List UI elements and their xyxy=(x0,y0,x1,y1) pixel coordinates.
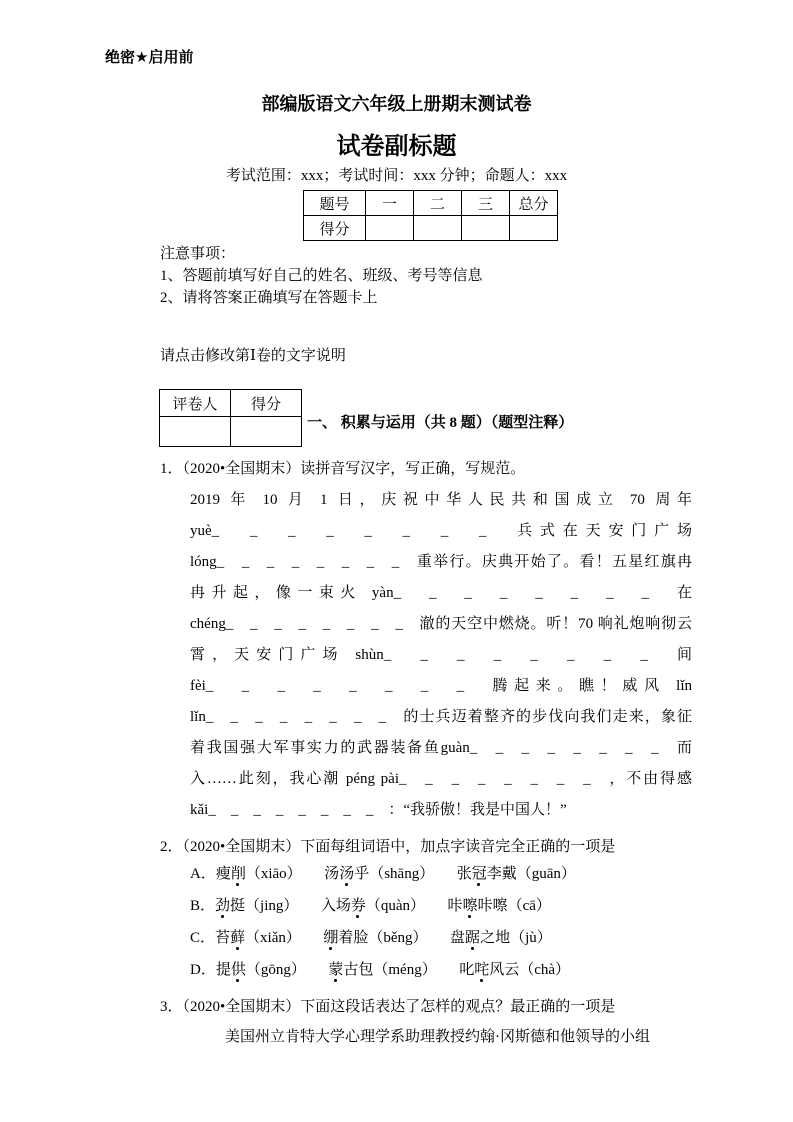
dotted-character: 绷 xyxy=(323,930,339,946)
question-2-option: A．瘦削（xiāo） 汤汤乎（shāng） 张冠李戴（guān） xyxy=(190,866,576,882)
score-header-cell: 三 xyxy=(462,191,510,216)
notes-item-2: 2、请将答案正确填写在答题卡上 xyxy=(160,290,378,306)
grader-score-table xyxy=(159,389,302,447)
score-cell-empty xyxy=(510,216,558,241)
section-1-title: 一、 积累与运用（共 8 题）（题型注释） xyxy=(307,415,574,431)
question-1-line: 2019 年 10 月 1 日，庆祝中华人民共和国成立 70 周年 xyxy=(190,492,692,508)
question-1-line: 冉升起，像一束火 yàn_ _ _ _ _ _ _ _ 在 xyxy=(190,585,692,601)
score-table-score-row xyxy=(304,216,558,241)
score-header-cell: 一 xyxy=(366,191,414,216)
score-header-cell: 总分 xyxy=(510,191,558,216)
question-3-number: 3． xyxy=(160,999,183,1015)
question-2-stem xyxy=(160,837,615,857)
notes-block xyxy=(160,243,483,309)
question-2-options xyxy=(190,858,730,986)
exam-info-line: 考试范围：xxx；考试时间：xxx 分钟；命题人：xxx xyxy=(225,168,568,184)
question-3-stem xyxy=(160,997,615,1017)
grader-header-cell: 评卷人 xyxy=(160,390,231,417)
exam-subtitle: 试卷副标题 xyxy=(336,133,457,160)
dotted-character: 蒙 xyxy=(328,962,344,978)
dotted-character: 嚓 xyxy=(462,898,478,914)
score-row-label-cell: 得分 xyxy=(304,216,366,241)
grader-cell-empty xyxy=(160,417,231,447)
question-1-body xyxy=(190,485,692,826)
dotted-character: 冠 xyxy=(471,866,487,882)
question-1-line: kǎi_ _ _ _ _ _ _ _ ：“我骄傲！我是中国人！” xyxy=(190,802,567,818)
question-2-number: 2． xyxy=(160,839,183,855)
question-1-line: 着我国强大军事实力的武器装备鱼guàn_ _ _ _ _ _ _ _ 而 xyxy=(190,740,692,756)
question-2-option: C．苔藓（xiǎn） 绷着脸（běng） 盘踞之地（jù） xyxy=(190,930,552,946)
grader-header-cell: 得分 xyxy=(231,390,302,417)
score-summary-table xyxy=(303,190,558,241)
question-1-stem-text: （2020•全国期末）读拼音写汉字，写正确，写规范。 xyxy=(182,461,526,477)
question-1-number: 1． xyxy=(160,461,183,477)
question-2-stem-text: （2020•全国期末）下面每组词语中，加点字读音完全正确的一项是 xyxy=(182,839,616,855)
notes-item-1: 1、答题前填写好自己的姓名、班级、考号等信息 xyxy=(160,268,483,284)
question-1-line: chéng_ _ _ _ _ _ _ _ 澈的天空中燃烧。听！70 响礼炮响彻云 xyxy=(190,616,692,632)
dotted-character: 劲 xyxy=(215,898,231,914)
notes-title: 注意事项： xyxy=(160,246,236,262)
secrecy-label: 绝密★启用前 xyxy=(105,49,194,66)
question-2-option: B．劲挺（jing） 入场券（quàn） 咔嚓咔嚓（cā） xyxy=(190,898,551,914)
question-1-line: yuè_ _ _ _ _ _ _ _ 兵式在天安门广场 xyxy=(190,523,692,539)
question-3-body: 美国州立肯特大学心理学系助理教授约翰·冈斯德和他领导的小组 xyxy=(225,1029,650,1045)
grader-blank-row xyxy=(160,417,302,447)
grader-cell-empty xyxy=(231,417,302,447)
question-2-option: D．提供（gōng） 蒙古包（méng） 叱咤风云（chà） xyxy=(190,962,571,978)
dotted-character: 藓 xyxy=(230,930,246,946)
score-header-cell: 题号 xyxy=(304,191,366,216)
question-1-line: fèi_ _ _ _ _ _ _ _ 腾起来。瞧！威风 lǐn xyxy=(190,678,692,694)
grader-header-row xyxy=(160,390,302,417)
question-3-stem-text: （2020•全国期末）下面这段话表达了怎样的观点？最正确的一项是 xyxy=(182,999,616,1015)
score-table-header-row xyxy=(304,191,558,216)
dotted-character: 踞 xyxy=(465,930,481,946)
question-1-line: 入……此刻，我心潮 péng pài_ _ _ _ _ _ _ _ ，不由得感 xyxy=(190,771,692,787)
dotted-character: 咤 xyxy=(474,962,490,978)
question-1-stem xyxy=(160,459,525,479)
question-1-line: 霄，天安门广场 shùn_ _ _ _ _ _ _ _ 间 xyxy=(190,647,692,663)
section-edit-note: 请点击修改第Ⅰ卷的文字说明 xyxy=(160,348,346,364)
score-cell-empty xyxy=(414,216,462,241)
question-1-line: lǐn_ _ _ _ _ _ _ _ 的士兵迈着整齐的步伐向我们走来，象征 xyxy=(190,709,692,725)
exam-title: 部编版语文六年级上册期末测试卷 xyxy=(261,94,532,114)
question-1-line: lóng_ _ _ _ _ _ _ _ 重举行。庆典开始了。看！五星红旗冉 xyxy=(190,554,692,570)
dotted-character: 汤 xyxy=(339,866,355,882)
score-cell-empty xyxy=(366,216,414,241)
dotted-character: 供 xyxy=(230,962,246,978)
dotted-character: 券 xyxy=(350,898,366,914)
dotted-character: 削 xyxy=(230,866,246,882)
score-header-cell: 二 xyxy=(414,191,462,216)
score-cell-empty xyxy=(462,216,510,241)
